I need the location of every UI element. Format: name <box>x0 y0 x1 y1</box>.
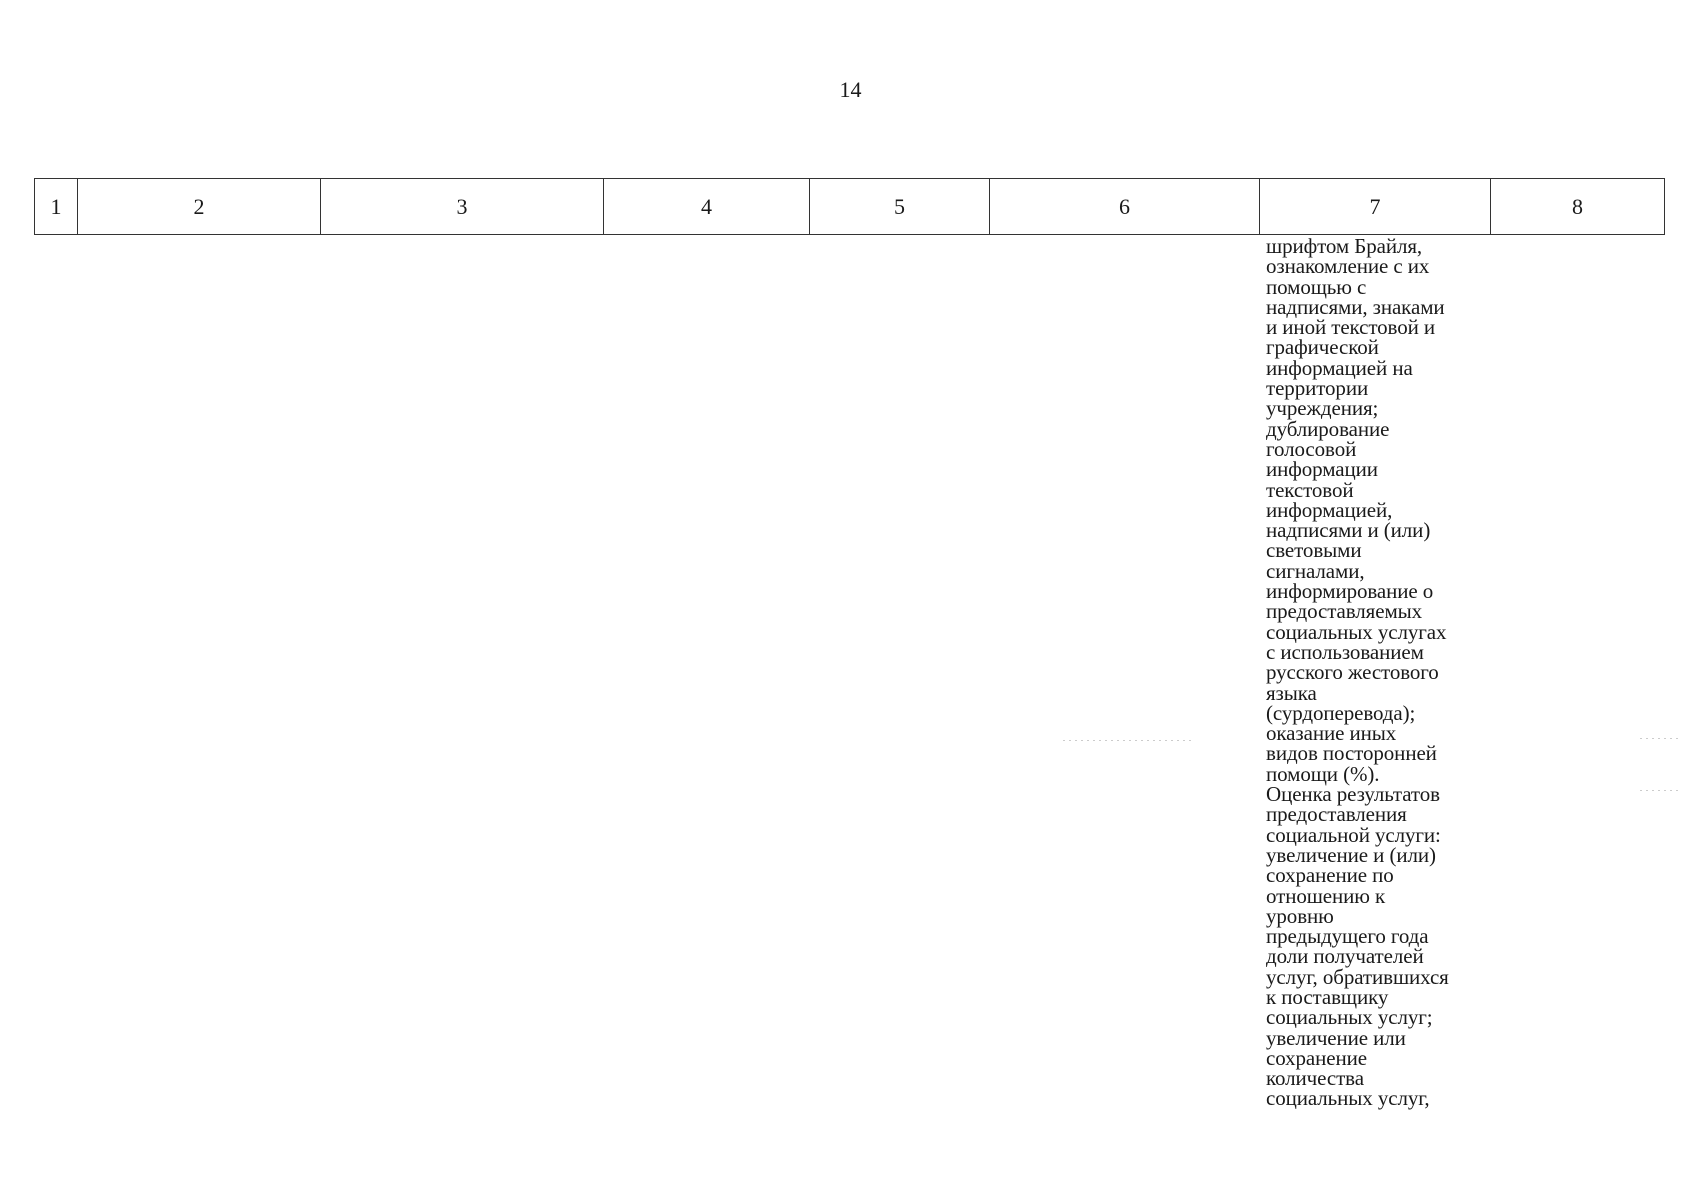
table-header-row <box>34 178 1665 235</box>
column-7-cell-text: шрифтом Брайля, ознакомление с их помощью с надписями, знаками и иной текстовой и графической информацией на территории учреждения; дублирование голосовой информации текстовой информацией, надписями и (или) световыми сигналами, информирование о предоставляемых социальных услугах с использованием русского жестового языка (сурдоперевода); оказание иных видов посторонней помощи (%). Оценка результатов предоставления социальной услуги: увеличение и (или) сохранение по отношению к уровню предыдущего года доли получателей услуг, обратившихся к поставщику социальных услуг; увеличение или сохранение количества социальных услуг, <box>1266 234 1449 1111</box>
column-header-2: 2 <box>78 179 321 234</box>
scan-artifact <box>1063 740 1193 741</box>
scan-artifact <box>1640 790 1680 791</box>
column-header-5: 5 <box>810 179 990 234</box>
page-number: 14 <box>839 77 862 102</box>
column-header-3: 3 <box>321 179 604 234</box>
column-header-1: 1 <box>34 179 78 234</box>
column-header-7: 7 <box>1260 179 1491 234</box>
column-header-8: 8 <box>1491 179 1665 234</box>
scan-artifact <box>1640 738 1680 739</box>
column-header-6: 6 <box>990 179 1260 234</box>
column-header-4: 4 <box>604 179 810 234</box>
